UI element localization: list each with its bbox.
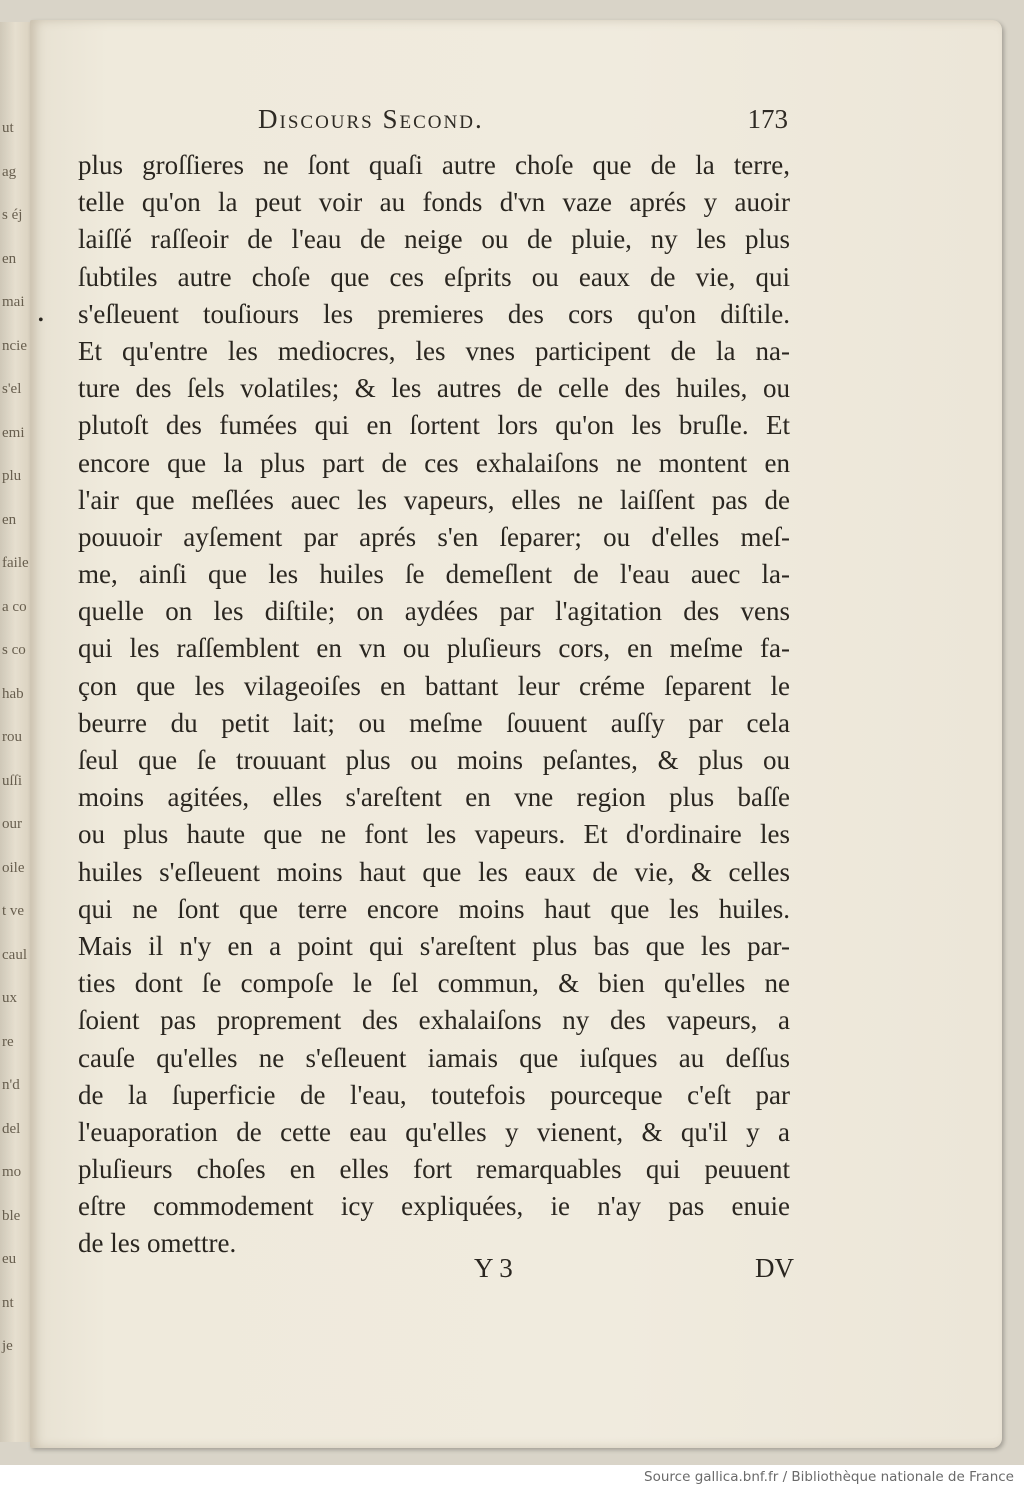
text-line: plus groſſieres ne ſont quaſi autre choſe que de la terre, [78,150,790,180]
text-line: l'air que meſlées auec les vapeurs, elles ne laiſſent pas de [78,484,790,515]
margin-mark: • [38,312,44,329]
text-line: ſeul que ſe trouuant plus ou moins peſantes, & plus ou [78,745,790,775]
text-line: de les omettre. [78,1228,237,1259]
prev-page-fragment: je [2,1338,13,1354]
prev-page-fragment: our [2,816,22,832]
text-line: ou plus haute que ne font les vapeurs. Et d'ordinaire les [78,819,790,850]
text-line: Mais il n'y en a point qui s'areſtent plus bas que les par- [78,930,790,961]
prev-page-fragment: eu [2,1251,17,1267]
text-line: laiſſé raſſeoir de l'eau de neige ou de pluie, ny les plus [78,224,790,255]
prev-page-fragment: rou [2,729,22,745]
text-line: eſtre commodement icy expliquées, ie n'ay pas enuie [78,1191,790,1222]
text-line: encore que la plus part de ces exhalaiſons ne montent en [78,447,790,478]
prev-page-fragment: ux [2,990,17,1006]
text-line: ſoient pas proprement des exhalaiſons ny des vapeurs, a [78,1005,790,1036]
text-line: Et qu'entre les mediocres, les vnes participent de la na- [78,335,790,366]
prev-page-fragment: caul [2,946,27,963]
catchword: DV [755,1253,794,1283]
signature-mark: Y 3 [474,1253,513,1283]
prev-page-fragment: s'el [2,381,22,397]
text-line: me, ainſi que les huiles ſe demeſlent de l'eau auec la- [78,559,790,590]
prev-page-fragment: en [2,250,17,267]
prev-page-fragment: s co [2,642,26,658]
prev-page-fragment: n'd [2,1077,20,1093]
text-line: quelle on les diſtile; on aydées par l'agitation des vens [78,596,790,627]
prev-page-fragment: oile [2,859,25,876]
body-text [78,147,790,1263]
text-line: qui ne ſont que terre encore moins haut que les huiles. [78,893,790,924]
prev-page-fragment: ncie [2,337,27,354]
previous-page-edge [0,22,34,1442]
text-line: çon que les vilageoiſes en battant leur créme ſeparent le [78,670,790,701]
text-line: pluſieurs choſes en elles fort remarquables qui peuuent [78,1154,790,1185]
prev-page-fragment: del [2,1120,21,1137]
prev-page-fragment: a co [2,598,27,615]
prev-page-fragment: faile [2,555,29,571]
text-line: telle qu'on la peut voir au fonds d'vn vaze aprés y auoir [78,187,790,218]
prev-page-fragment: s éj [2,207,23,223]
page-number: 173 [747,104,788,134]
prev-page-fragment: mo [2,1164,22,1180]
text-line: ſubtiles autre choſe que ces eſprits ou eaux de vie, qui [78,261,790,292]
text-line: s'eſleuent touſiours les premieres des cors qu'on diſtile. [78,298,790,329]
prev-page-fragment: hab [2,685,24,702]
prev-page-fragment: uſſi [2,772,23,789]
text-line: cauſe qu'elles ne s'eſleuent iamais que iuſques au deſſus [78,1042,790,1073]
text-line: de la ſuperficie de l'eau, toutefois pourceque c'eſt par [78,1079,790,1110]
prev-page-fragment: nt [2,1294,14,1311]
text-line: moins agitées, elles s'areſtent en vne region plus baſſe [78,782,790,813]
prev-page-fragment: en [2,511,17,528]
text-line: huiles s'eſleuent moins haut que les eaux de vie, & celles [78,856,790,887]
prev-page-fragment: t ve [2,903,25,919]
page-foot [474,1253,794,1293]
text-line: pouuoir ayſement par aprés s'en ſeparer; ou d'elles meſ- [78,521,790,552]
text-line: qui les raſſemblent en vn ou pluſieurs cors, en meſme fa- [78,633,790,664]
prev-page-fragment: ut [2,120,14,136]
prev-page-fragment: ble [2,1207,21,1224]
text-line: beurre du petit lait; ou meſme ſouuent auſſy par cela [78,707,790,738]
prev-page-fragment: re [2,1033,14,1050]
prev-page-fragment: mai [2,294,25,310]
text-line: plutoſt des fumées qui en ſortent lors qu'on les bruſle. Et [78,410,790,441]
running-head [258,104,788,140]
book-page [30,20,1002,1448]
prev-page-fragment: plu [2,468,22,484]
prev-page-fragment: emi [2,424,25,441]
running-head-title: Discours Second. [258,104,484,134]
prev-page-fragment: ag [2,163,17,180]
text-line: ties dont ſe compoſe le ſel commun, & bien qu'elles ne [78,968,790,999]
text-line: l'euaporation de cette eau qu'elles y vienent, & qu'il y a [78,1116,790,1147]
source-footer: Source gallica.bnf.fr / Bibliothèque nationale de France [644,1469,1014,1485]
text-line: ture des ſels volatiles; & les autres de celle des huiles, ou [78,373,790,404]
